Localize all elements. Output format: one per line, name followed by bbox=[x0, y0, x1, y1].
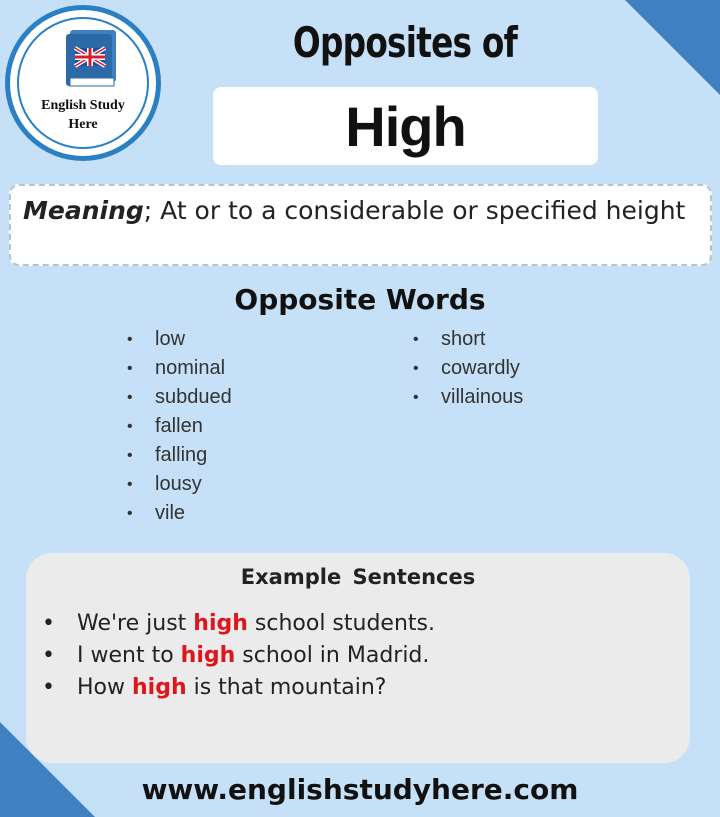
opposite-word-item: • falling bbox=[127, 441, 232, 470]
opposite-word-item: • short bbox=[413, 325, 523, 354]
example-sentences-list bbox=[40, 608, 435, 704]
opposite-word-item: • fallen bbox=[127, 412, 232, 441]
example-text-before: We're just bbox=[77, 611, 194, 636]
website-link[interactable]: www.englishstudyhere.com bbox=[141, 773, 579, 806]
example-highlight-word: high bbox=[180, 643, 236, 668]
example-highlight-word: high bbox=[132, 675, 187, 700]
logo-text-line2: Here bbox=[68, 117, 98, 132]
logo-text-line1: English Study bbox=[41, 98, 125, 113]
example-sentences-heading: Example Sentences bbox=[240, 565, 476, 589]
corner-decoration-top-right bbox=[625, 0, 720, 95]
example-text-before: How bbox=[77, 675, 132, 700]
logo-text bbox=[10, 96, 156, 134]
example-text-after: school in Madrid. bbox=[235, 643, 430, 668]
example-sentences-box bbox=[26, 553, 690, 763]
opposite-words-column-1 bbox=[127, 325, 232, 528]
opposite-word-item: • subdued bbox=[127, 383, 232, 412]
example-sentence bbox=[40, 672, 435, 704]
opposite-word-item: • low bbox=[127, 325, 232, 354]
example-sentence bbox=[40, 640, 435, 672]
title-word-box bbox=[213, 87, 598, 165]
opposite-word-item: • vile bbox=[127, 499, 232, 528]
opposite-words-heading: Opposite Words bbox=[234, 283, 486, 316]
page-title-word: High bbox=[345, 94, 466, 158]
logo bbox=[5, 5, 161, 161]
meaning-definition: At or to a considerable or specified height bbox=[152, 196, 686, 225]
opposite-word-item: • lousy bbox=[127, 470, 232, 499]
example-sentence bbox=[40, 608, 435, 640]
book-with-uk-flag-icon bbox=[64, 28, 122, 92]
opposite-word-item: • villainous bbox=[413, 383, 523, 412]
example-text-after: is that mountain? bbox=[186, 675, 387, 700]
meaning-text bbox=[23, 196, 685, 225]
example-text-before: I went to bbox=[77, 643, 181, 668]
opposite-word-item: • cowardly bbox=[413, 354, 523, 383]
opposite-words-column-2 bbox=[413, 325, 523, 412]
page-title-prefix: Opposites of bbox=[292, 18, 518, 67]
example-text-after: school students. bbox=[247, 611, 435, 636]
meaning-label: Meaning bbox=[23, 196, 144, 225]
meaning-box bbox=[9, 184, 712, 266]
meaning-separator: ; bbox=[143, 196, 153, 225]
example-highlight-word: high bbox=[193, 611, 248, 636]
opposite-word-item: • nominal bbox=[127, 354, 232, 383]
